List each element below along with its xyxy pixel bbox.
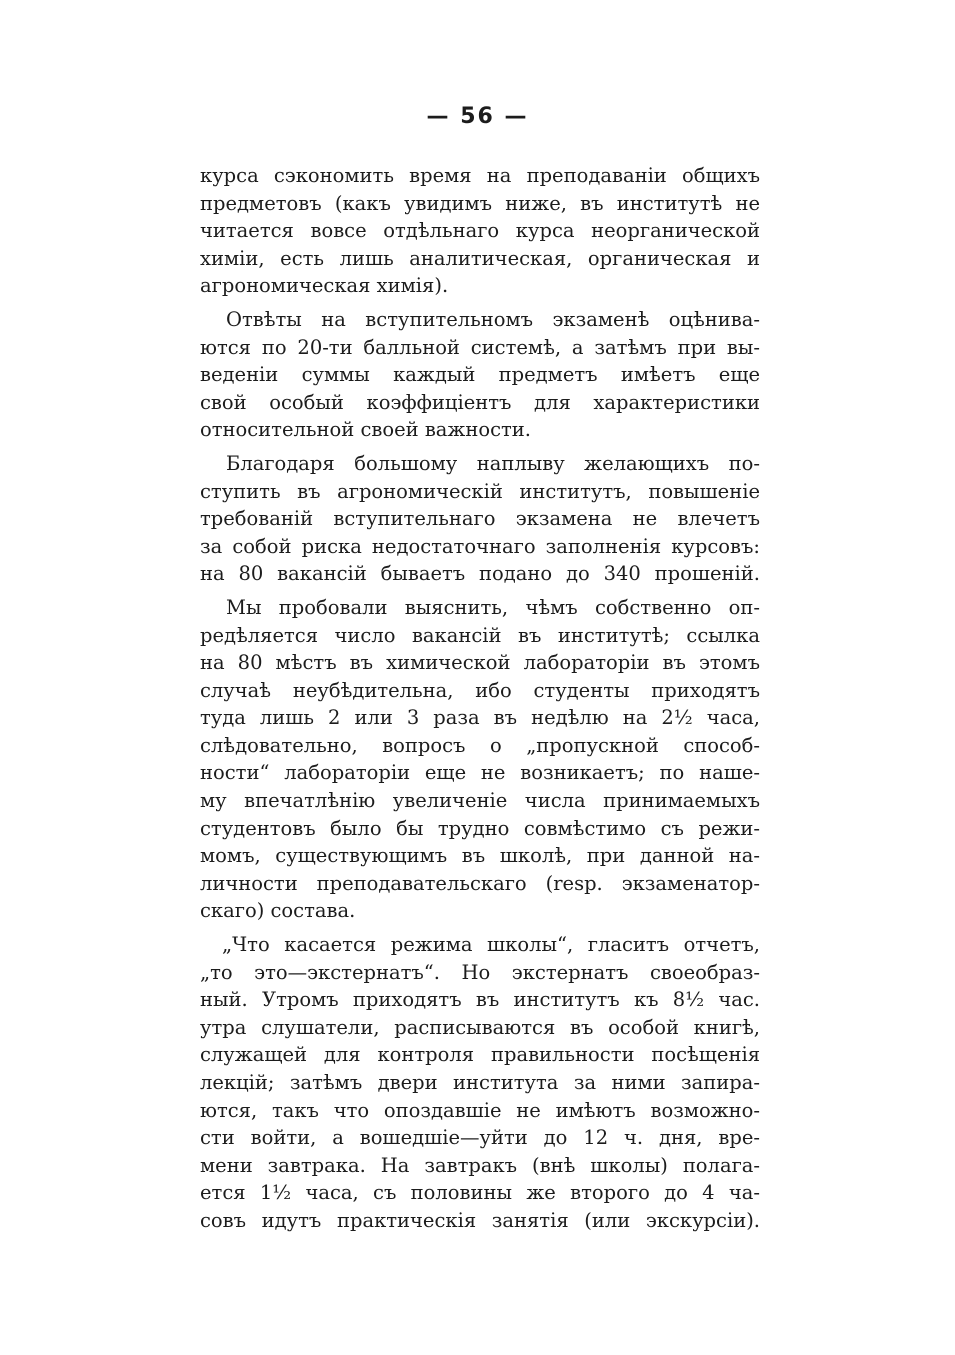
text-line: предметовъ (какъ увидимъ ниже, въ институтѣ не xyxy=(200,191,760,215)
text-line: относительной своей важности. xyxy=(200,418,532,442)
text-line: курса сэкономить время на преподаваніи общихъ xyxy=(200,164,760,187)
paragraph xyxy=(200,931,760,1235)
text-line: „то это—экстернатъ“. Но экстернатъ своеобраз- xyxy=(200,960,760,984)
body-text xyxy=(200,162,760,1235)
text-line: слѣдовательно, вопросъ о „пропускной способ- xyxy=(200,733,760,757)
text-line: на 80 мѣстъ въ химической лабораторіи въ этомъ xyxy=(200,651,760,675)
text-line: момъ, существующимъ въ школѣ, при данной на- xyxy=(200,844,760,868)
text-line: Мы пробовали выяснить, чѣмъ собственно оп- xyxy=(226,595,760,619)
text-line: мени завтрака. На завтракъ (внѣ школы) полага- xyxy=(200,1153,760,1177)
text-line: ности“ лабораторіи еще не возникаетъ; по наше- xyxy=(200,761,760,785)
text-line: сти войти, а вошедшіе—уйти до 12 ч. дня, вре- xyxy=(200,1126,760,1150)
text-line: ный. Утромъ приходятъ въ институтъ къ 8½ час. xyxy=(200,988,760,1012)
text-line: ются, такъ что опоздавшіе не имѣютъ возможно- xyxy=(200,1098,760,1122)
text-line: свой особый коэффиціентъ для характеристики xyxy=(200,390,760,414)
text-line: веденіи суммы каждый предметъ имѣетъ еще xyxy=(200,363,760,387)
page-number: — 56 — xyxy=(426,104,529,129)
text-line: утра слушатели, расписываются въ особой книгѣ, xyxy=(200,1015,760,1039)
text-line: ются по 20-ти балльной системѣ, а затѣмъ при вы- xyxy=(200,335,760,359)
text-line: студентовъ было бы трудно совмѣстимо съ режи- xyxy=(200,816,760,840)
text-line: служащей для контроля правильности посѣщенія xyxy=(200,1043,760,1067)
text-line: скаго) состава. xyxy=(200,899,356,923)
text-line: личности преподавательскаго (resp. экзаменатор- xyxy=(200,871,760,895)
text-line: за собой риска недостаточнаго заполненія курсовъ: xyxy=(200,534,760,558)
text-line: му впечатлѣнію увеличеніе числа принимаемыхъ xyxy=(200,789,760,813)
text-line: требованій вступительнаго экзамена не влечетъ xyxy=(200,507,760,531)
text-line: Отвѣты на вступительномъ экзаменѣ оцѣнива- xyxy=(226,307,760,331)
text-line: химіи, есть лишь аналитическая, органическая и xyxy=(200,246,760,270)
text-line: случаѣ неубѣдительна, ибо студенты приходятъ xyxy=(200,678,760,702)
text-line: „Что касается режима школы“, гласитъ отчетъ, xyxy=(222,933,760,957)
text-line: редѣляется число вакансій въ институтѣ; ссылка xyxy=(200,623,760,647)
paragraph xyxy=(200,306,760,444)
text-line: совъ идутъ практическія занятія (или экскурсіи). xyxy=(200,1208,760,1232)
text-line: читается вовсе отдѣльнаго курса неорганической xyxy=(200,219,760,243)
text-line: ступить въ агрономическій институтъ, повышеніе xyxy=(200,479,760,503)
text-line: туда лишь 2 или 3 раза въ недѣлю на 2½ часа, xyxy=(200,706,760,730)
text-line: лекцій; затѣмъ двери института за ними запира- xyxy=(200,1071,760,1094)
text-line: ется 1½ часа, съ половины же второго до 4 ча- xyxy=(200,1181,760,1205)
text-line: агрономическая химія). xyxy=(200,274,449,298)
text-line: на 80 вакансій бываетъ подано до 340 прошеній. xyxy=(200,562,760,586)
paragraph xyxy=(200,162,760,300)
text-line: Благодаря большому наплыву желающихъ по- xyxy=(226,451,760,475)
paragraph xyxy=(200,450,760,588)
paragraph xyxy=(200,594,760,925)
